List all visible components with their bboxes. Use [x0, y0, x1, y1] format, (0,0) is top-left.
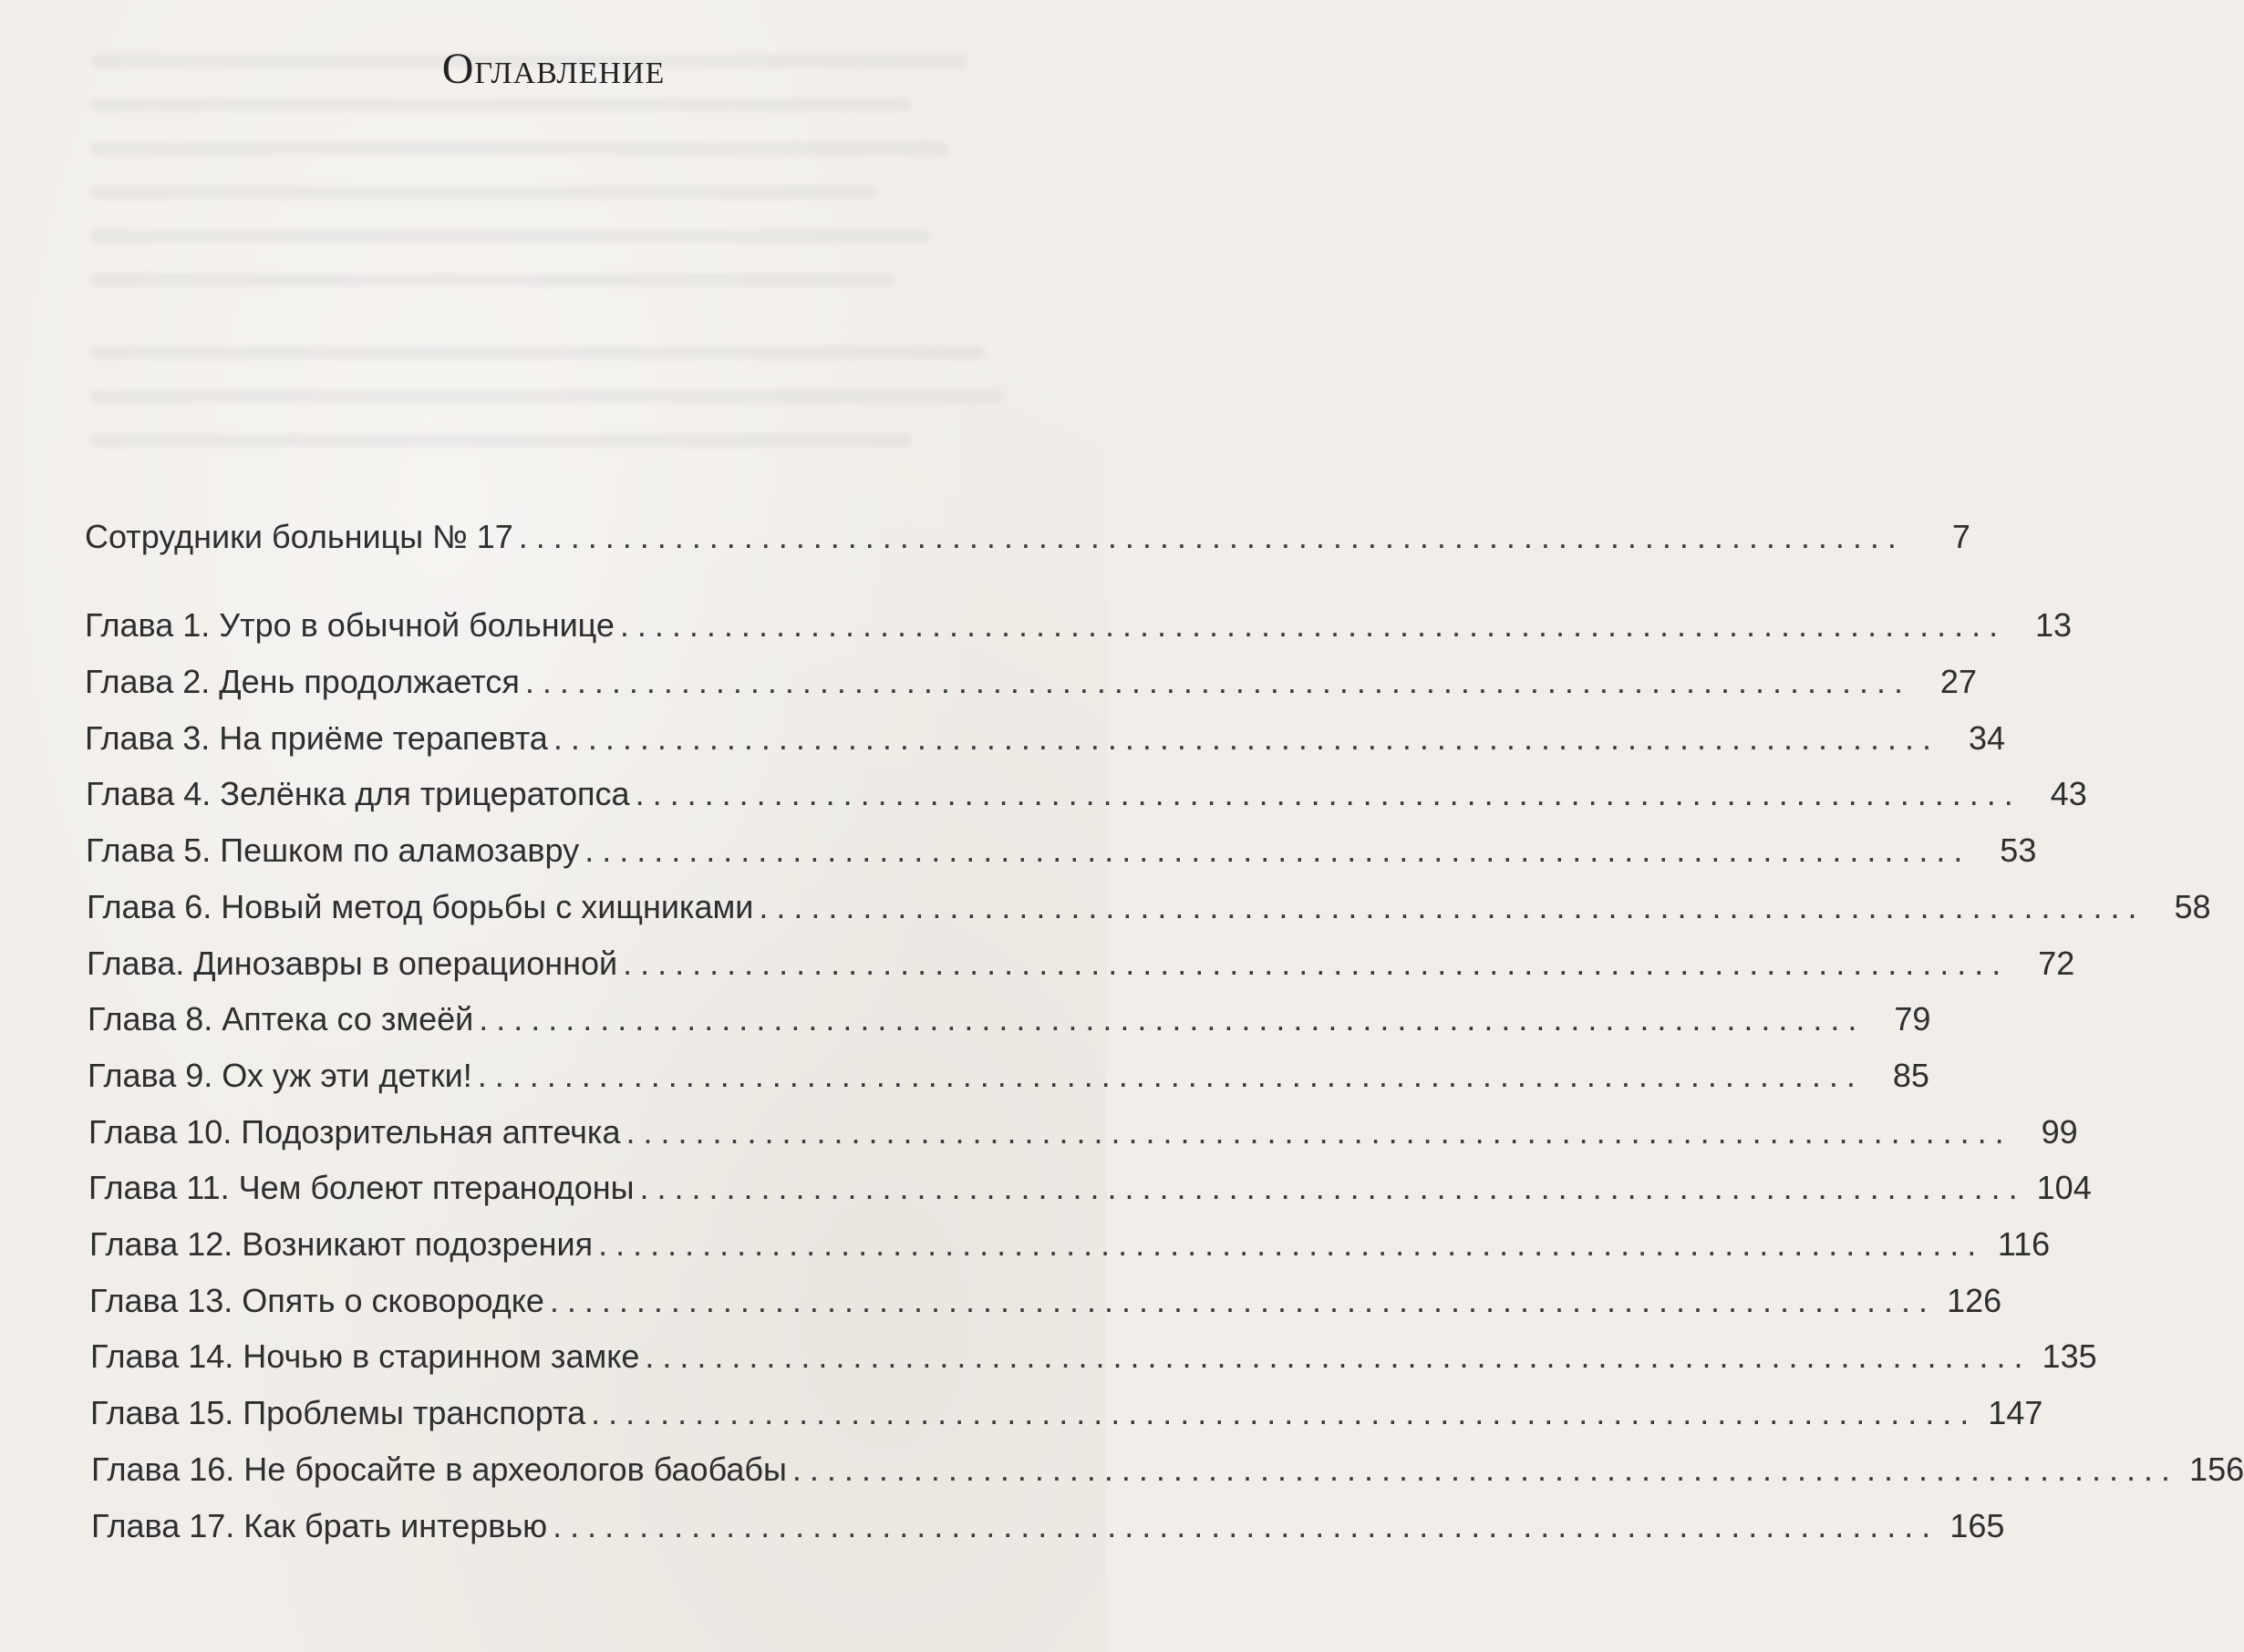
toc-dot-leader: ................................................................................	[518, 518, 1905, 555]
toc-entry-title: Глава 17. Как брать интервью	[91, 1507, 548, 1544]
toc-entry-title: Глава 6. Новый метод борьбы с хищниками	[87, 888, 754, 925]
toc-entry-page-number: 53	[2000, 831, 2037, 869]
toc-entry-page-number: 85	[1892, 1057, 1929, 1094]
toc-entry	[87, 888, 2211, 934]
toc-entry-title: Глава. Динозавры в операционной	[87, 945, 618, 982]
toc-entry-page-number: 13	[2035, 606, 2073, 644]
toc-entry-title: Глава 14. Ночью в старинном замке	[90, 1337, 640, 1375]
toc-entry-page-number: 126	[1947, 1282, 2002, 1319]
toc-dot-leader: ................................................................................	[623, 945, 2010, 982]
toc-entry-page-number: 116	[1997, 1225, 2051, 1263]
toc-entry-page-number: 58	[2174, 888, 2211, 925]
toc-entry	[88, 1169, 2092, 1214]
toc-entry	[85, 663, 1977, 708]
toc-dot-leader: ................................................................................	[479, 1000, 1866, 1038]
toc-entry	[90, 1394, 2043, 1440]
toc-dot-leader: ................................................................................	[584, 831, 1971, 869]
page-title: Оглавление	[441, 45, 666, 93]
toc-dot-leader: ................................................................................	[791, 1451, 2179, 1488]
toc-entry	[88, 1057, 1929, 1102]
toc-dot-leader: ................................................................................	[635, 775, 2022, 812]
toc-entry-title: Глава 11. Чем болеют птеранодоны	[88, 1169, 635, 1206]
toc-dot-leader: ................................................................................	[639, 1169, 2026, 1206]
toc-entry-page-number: 7	[1951, 518, 1970, 555]
toc-entry-page-number: 99	[2041, 1113, 2078, 1151]
toc-entry-page-number: 104	[2036, 1169, 2092, 1206]
toc-entry	[88, 1000, 1931, 1046]
toc-dot-leader: ................................................................................	[549, 1282, 1937, 1319]
toc-entry	[91, 1507, 2005, 1553]
toc-entry-title: Глава 16. Не бросайте в археологов баобабы	[91, 1451, 787, 1488]
toc-entry-page-number: 72	[2038, 945, 2075, 982]
toc-entry-title: Глава 4. Зелёнка для трицератопса	[86, 775, 630, 812]
toc-entry-page-number: 43	[2050, 775, 2087, 812]
toc-dot-leader: ................................................................................	[759, 888, 2146, 925]
toc-entry	[88, 1113, 2078, 1159]
toc-dot-leader: ................................................................................	[524, 663, 1911, 700]
toc-dot-leader: ................................................................................	[645, 1337, 2032, 1375]
toc-entry-title: Глава 3. На приёме терапевта	[85, 719, 548, 757]
toc-entry	[85, 606, 2073, 652]
toc-entry-page-number: 165	[1949, 1507, 2005, 1544]
toc-entry-page-number: 34	[1968, 719, 2005, 757]
toc-entry-title: Глава 8. Аптека со змеёй	[88, 1000, 474, 1038]
toc-dot-leader: ................................................................................	[591, 1394, 1978, 1431]
toc-entry-page-number: 79	[1894, 1000, 1931, 1038]
toc-entry-title: Глава 10. Подозрительная аптечка	[88, 1113, 621, 1151]
toc-entry	[87, 945, 2075, 990]
toc-entry-title: Глава 12. Возникают подозрения	[89, 1225, 594, 1263]
toc-entry	[85, 719, 2005, 765]
toc-entry	[91, 1451, 2244, 1496]
toc-entry	[86, 775, 2087, 821]
toc-entry	[89, 1282, 2002, 1327]
toc-dot-leader: ................................................................................	[553, 719, 1939, 757]
toc-entry-page-number: 147	[1988, 1394, 2043, 1431]
toc-entry	[85, 518, 1970, 563]
toc-dot-leader: ................................................................................	[626, 1113, 2012, 1151]
toc-entry-title: Глава 1. Утро в обычной больнице	[85, 606, 615, 644]
toc-dot-leader: ................................................................................	[598, 1225, 1985, 1263]
toc-entry-title: Сотрудники больницы № 17	[85, 518, 513, 555]
toc-entry-page-number: 135	[2042, 1337, 2097, 1375]
toc-entry	[89, 1225, 2051, 1271]
toc-dot-leader: ................................................................................	[553, 1507, 1939, 1544]
toc-dot-leader: ................................................................................	[477, 1057, 1864, 1094]
toc-entry-page-number: 27	[1939, 663, 1977, 700]
toc-entry	[90, 1337, 2097, 1383]
toc-entry-title: Глава 13. Опять о сковородке	[89, 1282, 544, 1319]
toc-entry-title: Глава 9. Ох уж эти детки!	[88, 1057, 472, 1094]
bleed-through-text	[91, 46, 1012, 501]
toc-dot-leader: ................................................................................	[619, 606, 2007, 644]
toc-entry	[86, 831, 2037, 877]
toc-entry-page-number: 156	[2189, 1451, 2244, 1488]
toc-entry-title: Глава 15. Проблемы транспорта	[90, 1394, 586, 1431]
toc-entry-title: Глава 5. Пешком по аламозавру	[86, 831, 580, 869]
toc-entry-title: Глава 2. День продолжается	[85, 663, 520, 700]
